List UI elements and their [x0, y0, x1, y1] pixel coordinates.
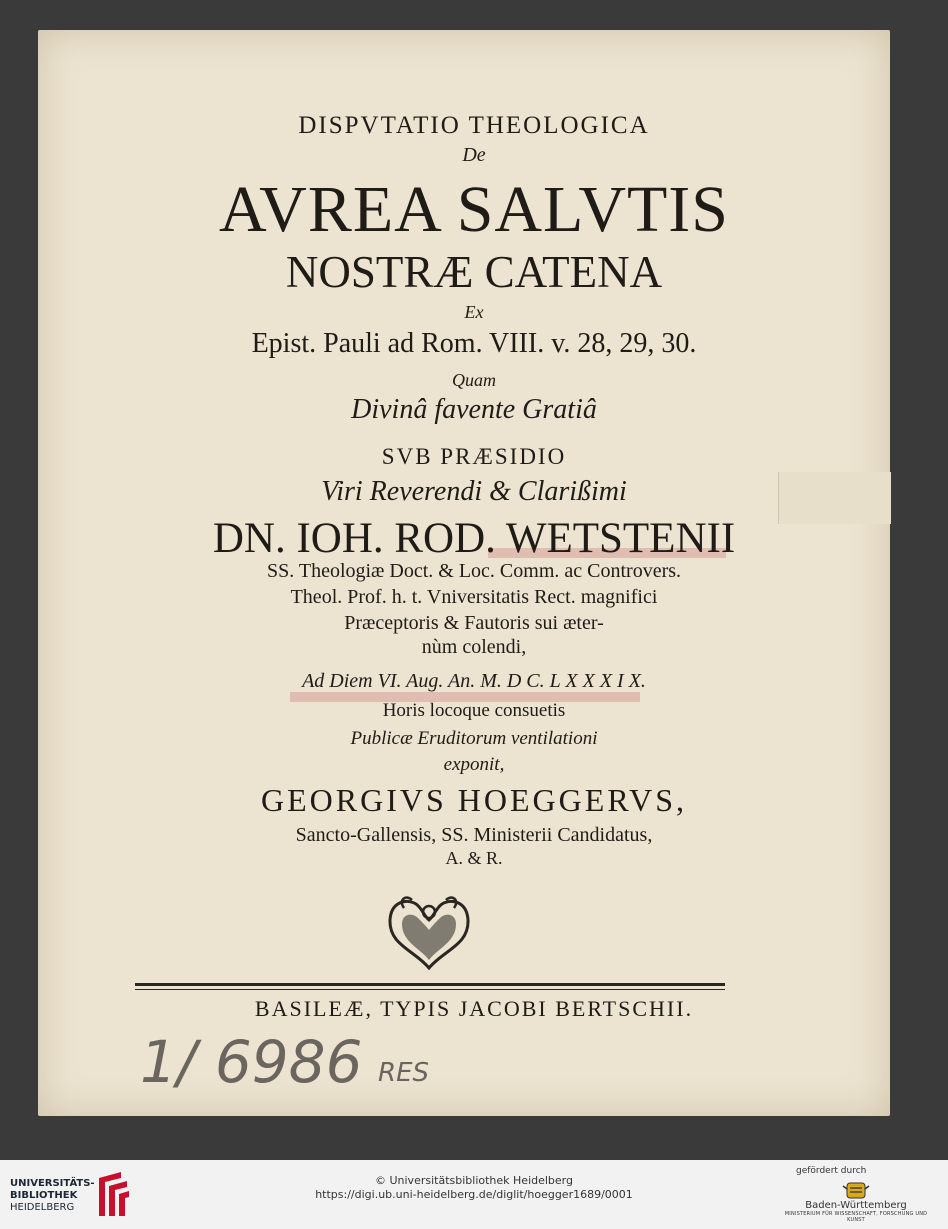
title-line-de: De — [462, 144, 486, 166]
title-line-quam: Quam — [452, 370, 496, 390]
title-line-viri: Viri Reverendi & Clarißimi — [321, 476, 627, 507]
title-line-sub-praesidio: SVB PRÆSIDIO — [381, 444, 567, 469]
title-line-divina: Divinâ favente Gratiâ — [351, 394, 597, 425]
permalink-url[interactable]: https://digi.ub.uni-heidelberg.de/diglit/hoegger1689/0001 — [315, 1188, 633, 1201]
title-line-epistle: Epist. Pauli ad Rom. VIII. v. 28, 29, 30. — [251, 328, 697, 359]
funder-ministry: MINISTERIUM FÜR WISSENSCHAFT, FORSCHUNG UND KUNST — [784, 1211, 928, 1223]
library-name-line1: UNIVERSITÄTS- — [10, 1178, 95, 1189]
disputation-date: Ad Diem VI. Aug. An. M. D C. L X X X I X. — [302, 670, 646, 692]
imprint-rule-top — [135, 983, 725, 986]
disputation-hours: Horis locoque consuetis — [382, 700, 566, 721]
imprint-rule-thin — [135, 989, 725, 990]
praeses-title-1: SS. Theologiæ Doct. & Loc. Comm. ac Controvers. — [266, 560, 682, 582]
title-line-disputatio: DISPVTATIO THEOLOGICA — [298, 112, 650, 139]
respondent-title: Sancto-Gallensis, SS. Ministerii Candidatus, — [295, 824, 653, 846]
shelfmark-handwritten: 1/ 6986 — [140, 1028, 363, 1096]
praeses-title-3: Præceptoris & Fautoris sui æter- — [344, 612, 604, 634]
fleuron-ornament-icon — [384, 890, 474, 970]
praeses-title-4: nùm colendi, — [421, 636, 527, 658]
library-name-line2: BIBLIOTHEK — [10, 1190, 78, 1201]
praeses-title-2: Theol. Prof. h. t. Vniversitatis Rect. magnifici — [290, 586, 658, 608]
praeses-name: DN. IOH. ROD. WETSTENII — [212, 515, 736, 562]
respondent-name: GEORGIVS HOEGGERVS, — [261, 782, 687, 818]
imprint: BASILEÆ, TYPIS JACOBI BERTSCHII. — [254, 996, 694, 1021]
title-line-aurea-salutis: AVREA SALVTIS — [219, 173, 729, 246]
title-line-ex: Ex — [464, 302, 484, 322]
shelfmark-suffix: RES — [378, 1058, 429, 1088]
funded-by-label: gefördert durch — [796, 1166, 867, 1176]
library-name-line3: HEIDELBERG — [10, 1202, 75, 1213]
title-line-nostrae-catena: NOSTRÆ CATENA — [285, 247, 663, 297]
disputation-exponit: exponit, — [443, 754, 505, 775]
disputation-public: Publicæ Eruditorum ventilationi — [350, 728, 598, 749]
copyright-notice: © Universitätsbibliothek Heidelberg — [374, 1174, 573, 1187]
respondent-degree: A. & R. — [445, 848, 503, 868]
funder-name: Baden-Württemberg — [805, 1200, 907, 1211]
